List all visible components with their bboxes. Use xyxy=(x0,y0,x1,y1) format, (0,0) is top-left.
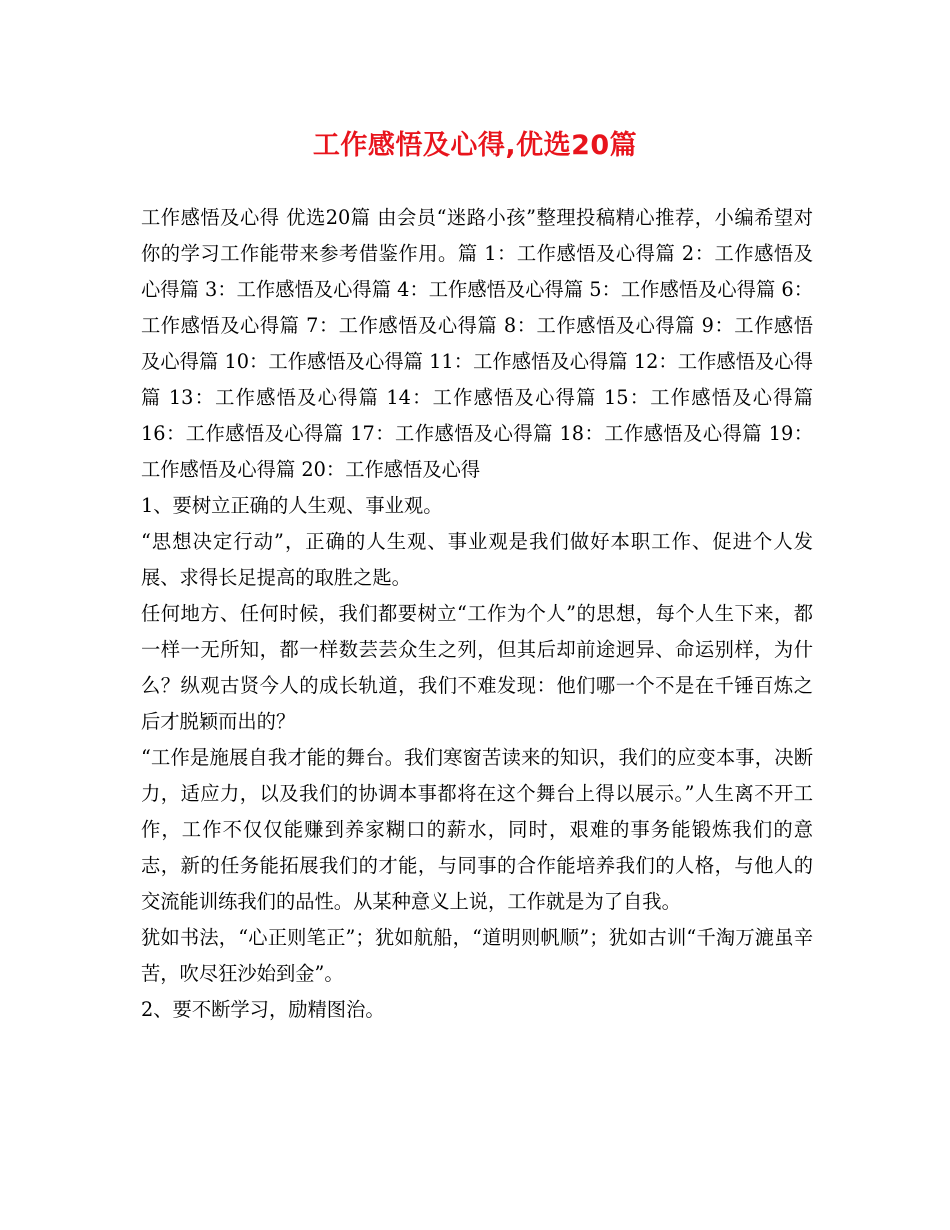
body-paragraph: 犹如书法，“心正则笔正”；犹如航船，“道明则帆顺”；犹如古训“千淘万漉虽辛苦，吹尽狂沙始到金”。 xyxy=(141,926,813,985)
section-heading-2: 2、要不断学习，励精图治。 xyxy=(141,998,385,1021)
body-paragraph: “工作是施展自我才能的舞台。我们寒窗苦读来的知识，我们的应变本事，决断力，适应力，以及我们的协调本事都将在这个舞台上得以展示。”人生离不开工作，工作不仅仅能赚到养家糊口的薪水，同时，艰难的事务能锻炼我们的意志，新的任务能拓展我们的才能，与同事的合作能培养我们的人格，与他人的交流能训练我们的品性。从某种意义上说，工作就是为了自我。 xyxy=(141,746,813,913)
body-paragraph: “思想决定行动”，正确的人生观、事业观是我们做好本职工作、促进个人发展、求得长足提高的取胜之匙。 xyxy=(141,530,813,589)
document-body xyxy=(141,200,813,1028)
section-heading-1: 1、要树立正确的人生观、事业观。 xyxy=(141,494,443,517)
document-title: 工作感悟及心得,优选20篇 xyxy=(312,130,638,161)
body-paragraph: 任何地方、任何时候，我们都要树立“工作为个人”的思想，每个人生下来，都一样一无所知，都一样数芸芸众生之列，但其后却前途迥异、命运别样，为什么？纵观古贤今人的成长轨道，我们不难发现：他们哪一个不是在千锤百炼之后才脱颖而出的？ xyxy=(141,602,813,733)
intro-paragraph: 工作感悟及心得 优选20篇 由会员“迷路小孩”整理投稿精心推荐，小编希望对你的学习工作能带来参考借鉴作用。篇 1：工作感悟及心得篇 2：工作感悟及心得篇 3：工作感悟及心得篇 4：工作感悟及心得篇 5：工作感悟及心得篇 6：工作感悟及心得篇 7：工作感悟及心得篇 8：工作感悟及心得篇 9：工作感悟及心得篇 10：工作感悟及心得篇 11：工作感悟及心得篇 12：工作感悟及心得篇 13：工作感悟及心得篇 14：工作感悟及心得篇 15：工作感悟及心得篇 16：工作感悟及心得篇 17：工作感悟及心得篇 18：工作感悟及心得篇 19：工作感悟及心得篇 20：工作感悟及心得 xyxy=(141,206,813,481)
